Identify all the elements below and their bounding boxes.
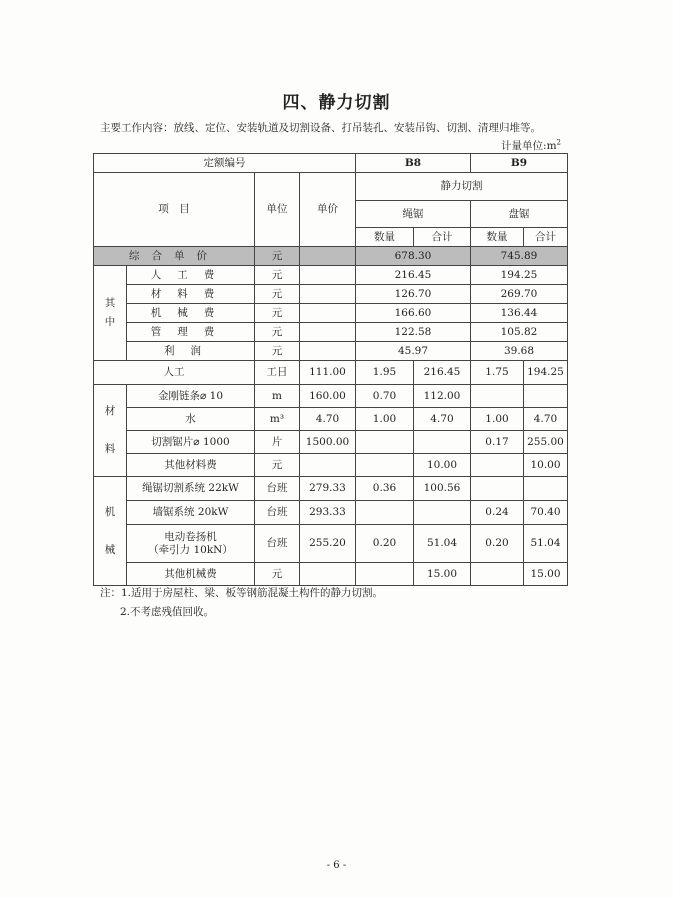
machinery-label: 机 械 [94,477,127,586]
among-item: 利润 [127,342,255,361]
summary-unit: 元 [255,247,300,266]
note-2: 2.不考虑残值回收。 [120,606,215,618]
summary-b8: 678.30 [356,247,471,266]
notes [100,584,383,622]
summary-price [300,247,356,266]
among-item: 机械费 [127,304,255,323]
table-row [94,266,568,285]
quota-no-label: 定额编号 [94,154,356,173]
machinery-b9-total: 51.04 [524,525,568,563]
machinery-b9-total: 70.40 [524,501,568,525]
labor-price: 111.00 [300,361,356,385]
among-unit: 元 [255,266,300,285]
table-row [94,477,568,501]
material-unit: m³ [255,408,300,431]
material-b8-total: 112.00 [414,385,471,408]
machinery-b8-total [414,501,471,525]
material-unit: m [255,385,300,408]
material-b8-qty [356,454,414,477]
machinery-unit: 元 [255,563,300,586]
summary-row [94,247,568,266]
rope-saw-header: 绳锯 [356,201,471,228]
machinery-b9-qty: 0.20 [471,525,524,563]
measurement-unit: 计量单位$:m^2$ [501,138,561,152]
summary-b9: 745.89 [471,247,568,266]
col-b8: B8 [356,154,471,173]
table-row [94,323,568,342]
among-b9: 194.25 [471,266,568,285]
material-item: 切割锯片⌀ 1000 [127,431,255,454]
material-b9-qty: 0.17 [471,431,524,454]
table-row [94,342,568,361]
among-label: 其 中 [94,266,127,361]
table-row [94,501,568,525]
machinery-item: 其他机械费 [127,563,255,586]
b9-qty-header: 数量 [471,228,524,247]
among-item: 人工费 [127,266,255,285]
page-title: 四、静力切割 [282,93,391,113]
table-row [94,304,568,323]
labor-row [94,361,568,385]
machinery-b8-qty [356,501,414,525]
material-item: 水 [127,408,255,431]
table-row [94,431,568,454]
material-price [300,454,356,477]
b8-qty-header: 数量 [356,228,414,247]
among-b9: 105.82 [471,323,568,342]
material-b9-total: 10.00 [524,454,568,477]
material-b9-qty: 1.00 [471,408,524,431]
material-b8-qty [356,431,414,454]
material-b9-total: 255.00 [524,431,568,454]
b9-total-header: 合计 [524,228,568,247]
material-b8-total: 4.70 [414,408,471,431]
machinery-price: 255.20 [300,525,356,563]
machinery-b8-qty [356,563,414,586]
material-b8-total: 10.00 [414,454,471,477]
price-header: 单价 [300,173,356,247]
among-b8: 216.45 [356,266,471,285]
quota-table [93,153,568,586]
table-row [94,454,568,477]
machinery-b9-total [524,477,568,501]
material-price: 4.70 [300,408,356,431]
col-b9: B9 [471,154,568,173]
material-b9-total: 4.70 [524,408,568,431]
material-b9-qty [471,385,524,408]
machinery-b9-qty: 0.24 [471,501,524,525]
machinery-b8-total: 51.04 [414,525,471,563]
machinery-item: 绳锯切割系统 22kW [127,477,255,501]
page-number: - 6 - [326,860,347,871]
table-row [94,563,568,586]
labor-unit: 工日 [255,361,300,385]
material-b9-total [524,385,568,408]
labor-b9-total: 194.25 [524,361,568,385]
disc-saw-header: 盘锯 [471,201,568,228]
material-b8-qty: 1.00 [356,408,414,431]
among-b9: 39.68 [471,342,568,361]
among-unit: 元 [255,285,300,304]
among-unit: 元 [255,342,300,361]
among-b8: 126.70 [356,285,471,304]
machinery-b8-qty: 0.20 [356,525,414,563]
among-b9: 136.44 [471,304,568,323]
among-b8: 122.58 [356,323,471,342]
machinery-item: 电动卷扬机 （牵引力 10kN） [127,525,255,563]
material-item: 其他材料费 [127,454,255,477]
machinery-price: 293.33 [300,501,356,525]
material-b8-qty: 0.70 [356,385,414,408]
among-b9: 269.70 [471,285,568,304]
among-item: 材料费 [127,285,255,304]
material-item: 金刚链条⌀ 10 [127,385,255,408]
machinery-b8-total: 15.00 [414,563,471,586]
table-row [94,525,568,563]
materials-label: 材 料 [94,385,127,477]
among-b8: 166.60 [356,304,471,323]
among-unit: 元 [255,323,300,342]
machinery-item: 墙锯系统 20kW [127,501,255,525]
machinery-b9-qty [471,563,524,586]
material-b9-qty [471,454,524,477]
static-cut-header: 静力切割 [356,173,568,201]
material-price: 160.00 [300,385,356,408]
labor-b8-total: 216.45 [414,361,471,385]
machinery-b8-total: 100.56 [414,477,471,501]
material-b8-total [414,431,471,454]
machinery-unit: 台班 [255,477,300,501]
machinery-unit: 台班 [255,501,300,525]
machinery-price [300,563,356,586]
unit-header: 单位 [255,173,300,247]
material-unit: 片 [255,431,300,454]
material-price: 1500.00 [300,431,356,454]
item-header: 项 目 [94,173,255,247]
table-row [94,385,568,408]
machinery-price: 279.33 [300,477,356,501]
summary-label: 综合单价 [94,247,255,266]
machinery-b9-qty [471,477,524,501]
labor-b8-qty: 1.95 [356,361,414,385]
labor-b9-qty: 1.75 [471,361,524,385]
labor-label: 人工 [94,361,255,385]
among-b8: 45.97 [356,342,471,361]
machinery-b9-total: 15.00 [524,563,568,586]
work-content: 主要工作内容：放线、定位、安装轨道及切割设备、打吊装孔、安装吊钩、切割、清理归堆等。 [100,122,541,134]
among-unit: 元 [255,304,300,323]
b8-total-header: 合计 [414,228,471,247]
table-row [94,408,568,431]
material-unit: 元 [255,454,300,477]
machinery-unit: 台班 [255,525,300,563]
machinery-b8-qty: 0.36 [356,477,414,501]
table-row [94,285,568,304]
note-1: 注：1.适用于房屋柱、梁、板等钢筋混凝土构件的静力切割。 [100,587,384,599]
among-item: 管理费 [127,323,255,342]
